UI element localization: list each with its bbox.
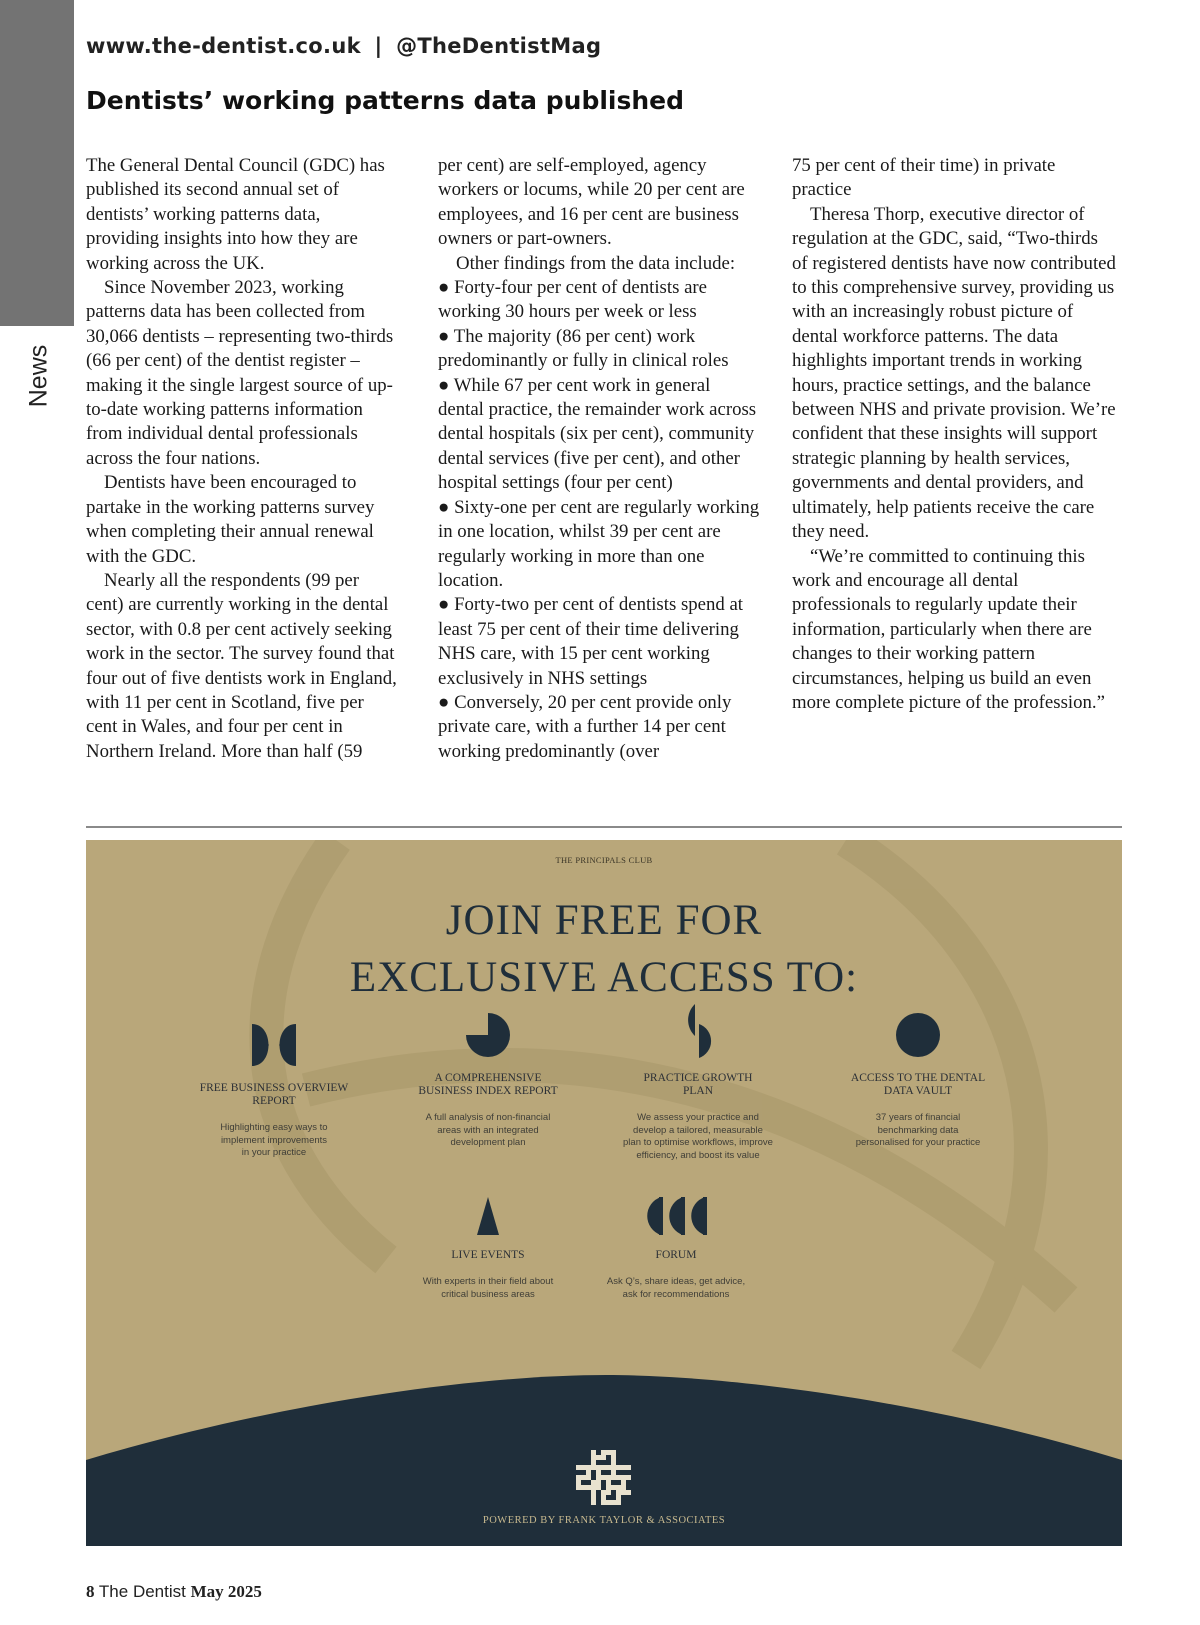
divider bbox=[86, 826, 1122, 828]
paragraph: “We’re committed to continuing this work and encourage all dental professionals to regularly update their information, particularly when there are changes to their working pattern circumstances, helping us build an even more complete picture of the profession.” bbox=[792, 545, 1105, 713]
bullet-item: ● Sixty-one per cent are regularly working in one location, whilst 39 per cent are regularly working in more than one location. bbox=[438, 496, 760, 591]
feature-forum: FORUM Ask Q’s, share ideas, get advice, ask for recommendations bbox=[576, 1195, 776, 1301]
issue-date: May 2025 bbox=[190, 1582, 262, 1601]
feature-growth-plan: PRACTICE GROWTH PLAN We assess your practice and develop a tailored, measurable plan to optimise workflows, improve efficiency, and boost its value bbox=[598, 1002, 798, 1162]
paragraph: Since November 2023, working patterns data has been collected from 30,066 dentists – representing two-thirds (66 per cent) of the dentist register – making it the single largest source of up-to-date working patterns information from individual dental professionals across the four nations. bbox=[86, 277, 394, 469]
bullet-item: ● Forty-two per cent of dentists spend at least 75 per cent of their time delivering NHS care, with 15 per cent working exclusively in NHS settings bbox=[438, 594, 744, 689]
section-color-bar bbox=[0, 0, 74, 326]
ad-navy-arc bbox=[86, 840, 1122, 1546]
bullet-item: ● Forty-four per cent of dentists are working 30 hours per week or less bbox=[438, 277, 708, 323]
advertisement[interactable] bbox=[86, 840, 1122, 1546]
paragraph: Theresa Thorp, executive director of regulation at the GDC, said, “Two-thirds of registered dentists have now contributed to this comprehensive survey, providing us with an increasingly robust picture of dental workforce patterns. The data highlights important trends in working hours, practice settings, and the balance between NHS and private provision. We’re confident that these insights will support strategic planning by health services, governments and dental providers, and ultimately, help patients receive the care they need. bbox=[792, 203, 1116, 543]
paragraph: per cent) are self-employed, agency workers or locums, while 20 per cent are employees, and 16 per cent are business owners or part-owners. bbox=[438, 155, 745, 250]
site-url[interactable]: www.the-dentist.co.uk bbox=[86, 34, 361, 58]
bullet-icon: ● bbox=[438, 277, 450, 299]
paragraph: The General Dental Council (GDC) has published its second annual set of dentists’ working patterns data, providing insights into how they are working across the UK. bbox=[86, 155, 385, 274]
article-column-3 bbox=[792, 154, 1117, 715]
bullet-item: ● Conversely, 20 per cent provide only private care, with a further 14 per cent working predominantly (over bbox=[438, 691, 732, 762]
bullet-item: ● While 67 per cent work in general dental practice, the remainder work across dental hospitals (six per cent), community dental services (five per cent), and other hospital settings (four per cent) bbox=[438, 374, 757, 494]
ad-footer-credit: POWERED BY FRANK TAYLOR & ASSOCIATES bbox=[482, 1515, 726, 1526]
masthead-line bbox=[86, 34, 601, 58]
bullet-icon: ● bbox=[438, 325, 450, 347]
paragraph: 75 per cent of their time) in private practice bbox=[792, 155, 1056, 201]
qr-code-icon[interactable] bbox=[576, 1450, 631, 1505]
social-handle[interactable]: @TheDentistMag bbox=[396, 34, 602, 58]
bullet-icon: ● bbox=[438, 496, 450, 518]
page-number: 8 bbox=[86, 1582, 95, 1601]
article-column-2 bbox=[438, 154, 760, 764]
bullet-icon: ● bbox=[438, 691, 450, 713]
paragraph: Other findings from the data include: bbox=[456, 252, 736, 274]
feature-business-overview: FREE BUSINESS OVERVIEW REPORT Highlighting easy ways to implement improvements in your practice bbox=[174, 1020, 374, 1160]
bullet-item: ● The majority (86 per cent) work predominantly or fully in clinical roles bbox=[438, 325, 729, 372]
section-label-text: News bbox=[24, 344, 53, 408]
article-headline: Dentists’ working patterns data published bbox=[86, 86, 685, 115]
magazine-name: The Dentist bbox=[98, 1582, 186, 1601]
paragraph: Nearly all the respondents (99 per cent) are currently working in the dental sector, with 0.8 per cent actively seeking work in the sector. The survey found that four out of five dentists work in England, with 11 per cent in Scotland, five per cent in Wales, and four per cent in Northern Ireland. More than half (59 bbox=[86, 569, 397, 762]
page-footer bbox=[86, 1582, 262, 1602]
paragraph: Dentists have been encouraged to partake in the working patterns survey when completing their annual renewal with the GDC. bbox=[86, 472, 375, 567]
bullet-icon: ● bbox=[438, 594, 450, 616]
ad-headline: JOIN FREE FOR EXCLUSIVE ACCESS TO: bbox=[349, 897, 859, 1001]
section-label bbox=[14, 346, 64, 406]
bullet-icon: ● bbox=[438, 374, 450, 396]
article-column-1 bbox=[86, 154, 398, 764]
feature-live-events: LIVE EVENTS With experts in their field about critical business areas bbox=[388, 1195, 588, 1301]
feature-business-index: A COMPREHENSIVE BUSINESS INDEX REPORT A full analysis of non-financial areas with an integrated development plan bbox=[388, 1010, 588, 1150]
separator: | bbox=[374, 34, 383, 58]
ad-club-name: THE PRINCIPALS CLUB bbox=[555, 855, 653, 865]
feature-data-vault: ACCESS TO THE DENTAL DATA VAULT 37 years of financial benchmarking data personalised for your practice bbox=[818, 1010, 1018, 1150]
